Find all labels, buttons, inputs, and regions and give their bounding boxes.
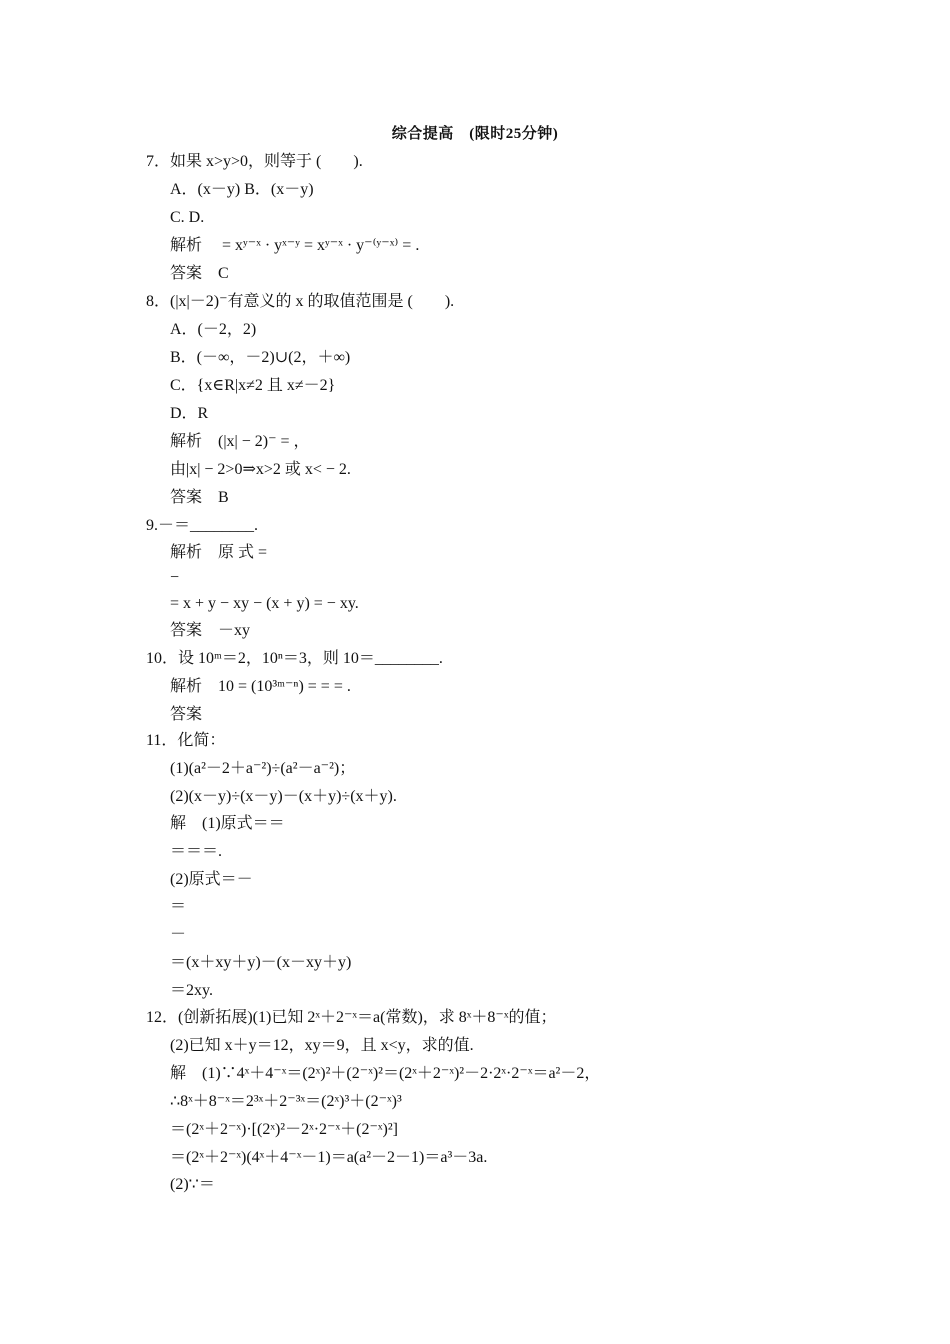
text-line-q12-sol2: (2)∵＝ bbox=[170, 1176, 215, 1193]
text-line-q11-sol1b: ＝＝＝. bbox=[170, 843, 223, 860]
text-line-q7-ab: A．(x－y) B．(x－y) bbox=[170, 181, 314, 198]
text-line-q10-ans: 答案 bbox=[170, 706, 203, 723]
text-line-q8-a: A．(－2，2) bbox=[170, 321, 257, 338]
text-line-q7-ans: 答案 C bbox=[170, 265, 229, 282]
text-line-q9-sol: 解析 原 式 = bbox=[170, 544, 268, 561]
text-line-q8-ans: 答案 B bbox=[170, 489, 229, 506]
text-line-q8-d: D．R bbox=[170, 405, 209, 422]
text-line-q11-sol2b: ＝ bbox=[170, 898, 187, 915]
section-title: 综合提高 (限时25分钟) bbox=[391, 126, 559, 142]
text-line-q11-sol2: (2)原式＝－ bbox=[170, 871, 253, 888]
text-line-q9: 9.－＝________. bbox=[146, 517, 259, 534]
text-line-q7-cd: C. D. bbox=[170, 209, 205, 226]
text-line-q9-ans: 答案 －xy bbox=[170, 622, 251, 639]
text-line-q10: 10．设 10ᵐ＝2，10ⁿ＝3，则 10＝________. bbox=[146, 650, 443, 667]
text-line-q8: 8．(|x|－2)⁻有意义的 x 的取值范围是 ( ). bbox=[146, 293, 455, 310]
text-line-q11: 11．化简： bbox=[146, 732, 226, 749]
text-line-q11-sol2e: ＝2xy. bbox=[170, 982, 213, 999]
text-line-q12-sol1c: ＝(2ˣ＋2⁻ˣ)·[(2ˣ)²－2ˣ·2⁻ˣ＋(2⁻ˣ)²] bbox=[170, 1121, 398, 1138]
text-line-q12-2: (2)已知 x＋y＝12，xy＝9，且 x<y，求的值. bbox=[170, 1037, 474, 1054]
text-line-q10-sol: 解析 10 = (10³ᵐ⁻ⁿ) = = = . bbox=[170, 678, 351, 695]
text-line-q12-sol1b: ∴8ˣ＋8⁻ˣ＝2³ˣ＋2⁻³ˣ＝(2ˣ)³＋(2⁻ˣ)³ bbox=[170, 1093, 402, 1110]
text-line-q11-sol2d: ＝(x＋xy＋y)－(x－xy＋y) bbox=[170, 954, 352, 971]
text-line-q8-c: C．{x∈R|x≠2 且 x≠－2} bbox=[170, 377, 336, 394]
text-line-q12-sol1d: ＝(2ˣ＋2⁻ˣ)(4ˣ＋4⁻ˣ－1)＝a(a²－2－1)＝a³－3a. bbox=[170, 1149, 488, 1166]
text-line-q7-sol: 解析 = xʸ⁻ˣ · yˣ⁻ʸ = xʸ⁻ˣ · y⁻⁽ʸ⁻ˣ⁾ = . bbox=[170, 237, 420, 254]
text-line-q11-1: (1)(a²－2＋a⁻²)÷(a²－a⁻²)； bbox=[170, 760, 356, 777]
text-line-q8-sol: 解析 (|x| − 2)⁻ = ， bbox=[170, 433, 310, 450]
text-line-q8-b: B．(－∞，－2)∪(2，＋∞) bbox=[170, 349, 351, 366]
text-line-q12: 12．(创新拓展)(1)已知 2ˣ＋2⁻ˣ＝a(常数)，求 8ˣ＋8⁻ˣ的值； bbox=[146, 1009, 557, 1026]
text-line-q9-sol2: − bbox=[170, 569, 180, 586]
text-line-q7: 7．如果 x>y>0，则等于 ( ). bbox=[146, 153, 363, 170]
text-line-q9-sol3: = x + y − xy − (x + y) = − xy. bbox=[170, 595, 359, 612]
text-line-q11-2: (2)(x－y)÷(x－y)－(x＋y)÷(x＋y). bbox=[170, 788, 397, 805]
text-line-q12-sol1: 解 (1)∵4ˣ＋4⁻ˣ＝(2ˣ)²＋(2⁻ˣ)²＝(2ˣ＋2⁻ˣ)²－2·2ˣ·2⁻ˣ＝a²－2， bbox=[170, 1065, 601, 1082]
text-line-q8-sol2: 由|x| − 2>0⇒x>2 或 x< − 2. bbox=[170, 461, 351, 478]
text-line-q11-sol1: 解 (1)原式＝＝ bbox=[170, 815, 285, 832]
text-line-q11-sol2c: － bbox=[170, 926, 187, 943]
